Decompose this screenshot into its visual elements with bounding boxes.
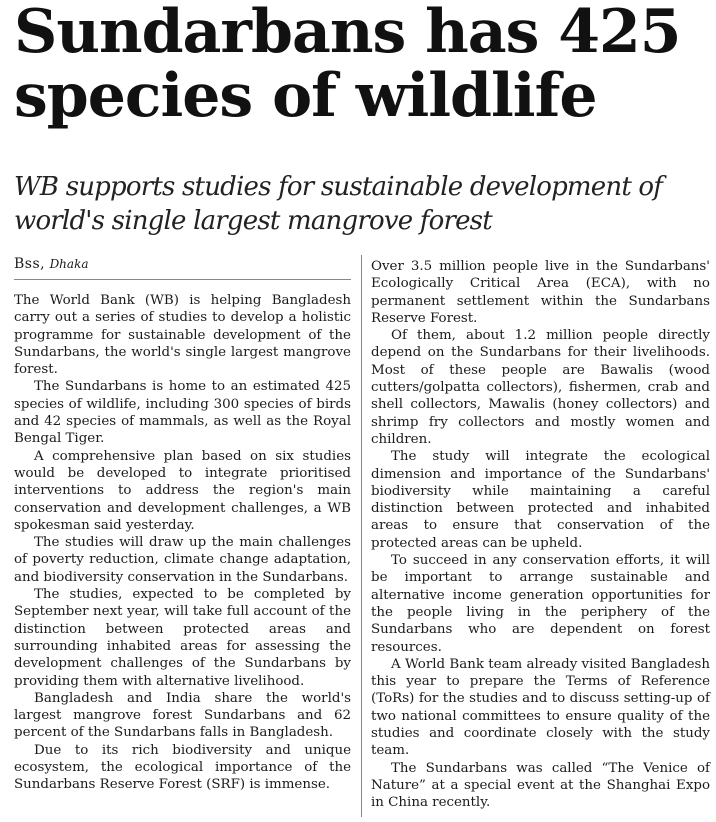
paragraph: The studies will draw up the main challenges of poverty reduction, climate change adaptation, and biodiversity conservation in the Sundarbans. — [14, 535, 351, 585]
article-column-right — [371, 258, 710, 812]
byline — [14, 255, 351, 280]
paragraph: To succeed in any conservation efforts, it will be important to arrange sustainable and alternative income generation opportunities for the people living in the periphery of the Sundarbans who are dependent on forest resources. — [371, 553, 710, 655]
paragraph: Bangladesh and India share the world's largest mangrove forest Sundarbans and 62 percent of the Sundarbans falls in Bangladesh. — [14, 690, 351, 741]
headline: Sundarbans has 425 species of wildlife — [14, 0, 681, 131]
byline-agency: Bss, — [14, 256, 46, 272]
paragraph: The Sundarbans was called “The Venice of Nature” at a special event at the Shanghai Expo in China recently. — [371, 760, 710, 811]
paragraph: The Sundarbans is home to an estimated 425 species of wildlife, including 300 species of birds and 42 species of mammals, as well as the Royal Bengal Tiger. — [14, 379, 351, 447]
paragraph: Over 3.5 million people live in the Sundarbans' Ecologically Critical Area (ECA), with no permanent settlement within the Sundarbans Reserve Forest. — [371, 259, 710, 326]
paragraph: Of them, about 1.2 million people directly depend on the Sundarbans for their livelihoods. Most of these people are Bawalis (wood cutters/golpatta collectors), fishermen, crab and shell collectors, Mawalis (honey collectors) and shrimp fry collectors and mostly women and children. — [371, 328, 710, 447]
paragraph: A World Bank team already visited Bangladesh this year to prepare the Terms of Reference (ToRs) for the studies and to discuss setting-up of two national committees to ensure quality of the studies and coordinate closely with the study team. — [371, 656, 710, 759]
subheadline: WB supports studies for sustainable development of world's single largest mangrove forest — [14, 172, 663, 236]
paragraph: The study will integrate the ecological dimension and importance of the Sundarbans' biodiversity while maintaining a careful distinction between protected and inhabited areas to ensure that conservation of the protected areas can be upheld. — [371, 449, 710, 551]
article-column-left — [14, 255, 351, 794]
paragraph: The studies, expected to be completed by September next year, will take full account of the distinction between protected areas and surrounding inhabited areas for assessing the development challenges of the Sundarbans by providing them with alternative livelihood. — [14, 587, 351, 689]
paragraph: Due to its rich biodiversity and unique ecosystem, the ecological importance of the Sundarbans Reserve Forest (SRF) is immense. — [14, 742, 351, 793]
paragraph: A comprehensive plan based on six studies would be developed to integrate prioritised interventions to address the region's main conservation and development challenges, a WB spokesman said yesterday. — [14, 448, 351, 533]
paragraph: The World Bank (WB) is helping Bangladesh carry out a series of studies to develop a holistic programme for sustainable development of the Sundarbans, the world's single largest mangrove forest. — [14, 293, 351, 378]
byline-place: Dhaka — [49, 257, 89, 271]
column-divider — [361, 255, 362, 817]
